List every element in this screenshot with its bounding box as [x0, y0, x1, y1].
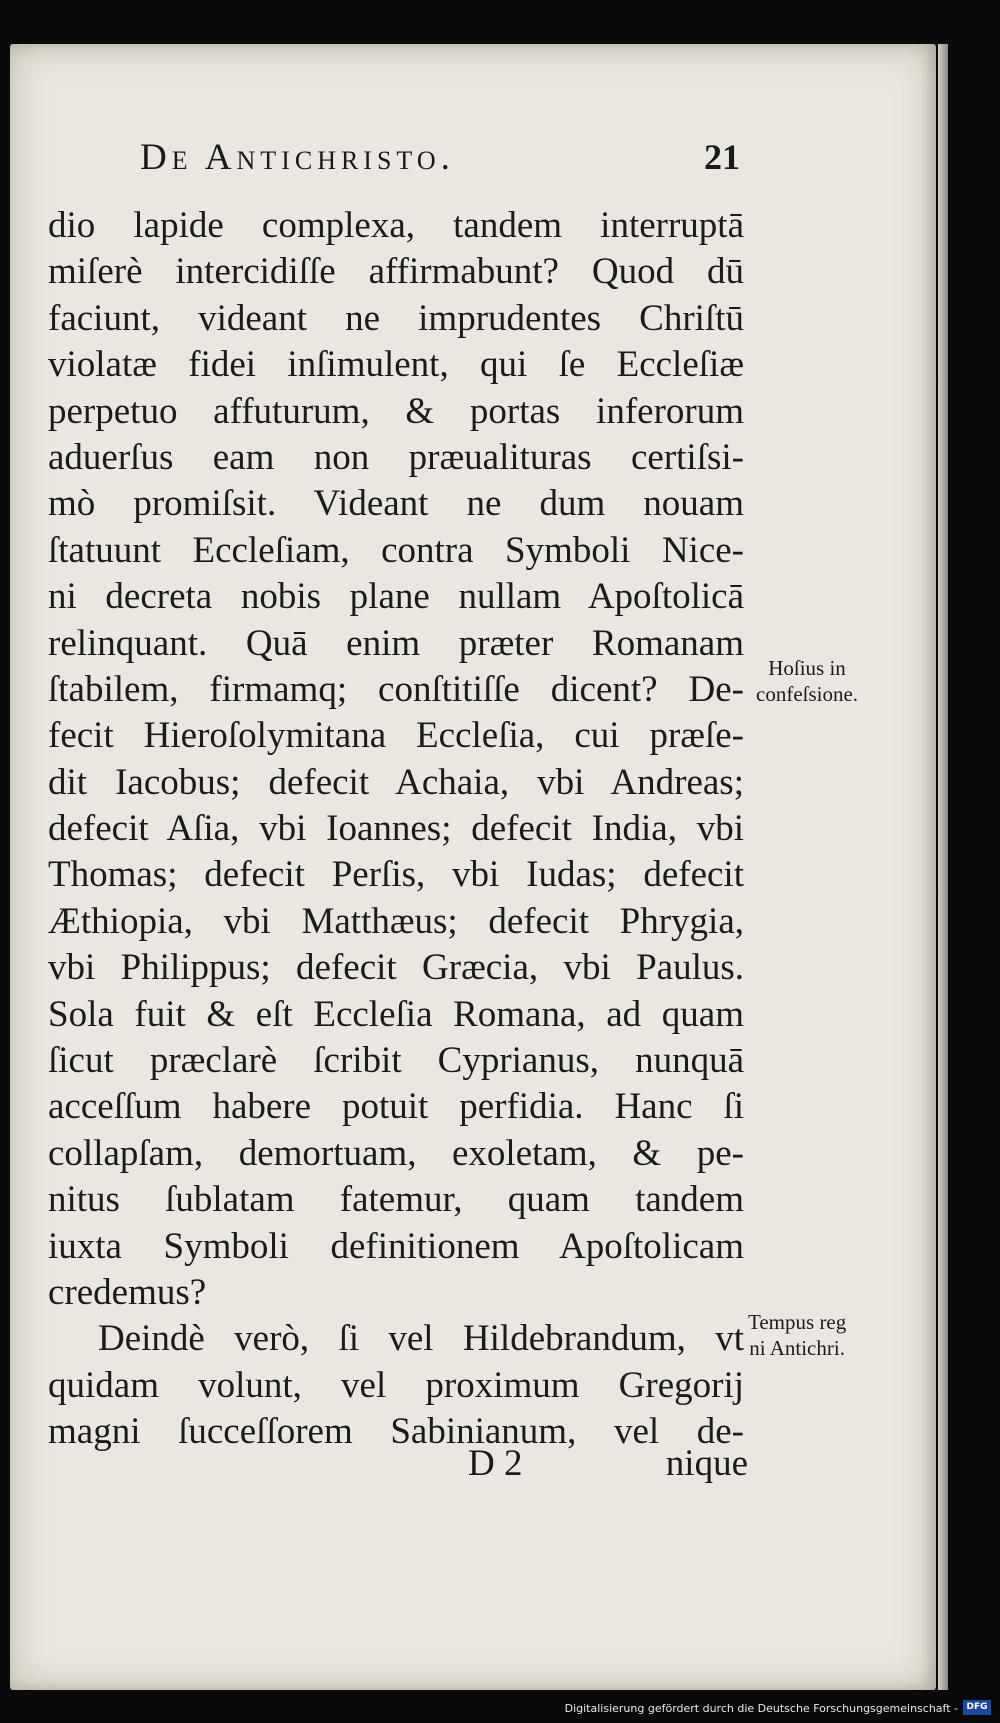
catchword: nique: [665, 1443, 748, 1484]
text-line: ſicut præclarè ſcribit Cyprianus, nunquā: [48, 1040, 744, 1082]
text-line: miſerè intercidiſſe affirmabunt? Quod dū: [48, 251, 744, 293]
text-line: ſtabilem, firmamq; conſtitiſſe dicent? De-: [48, 668, 744, 710]
page-header: [140, 136, 740, 196]
text-line: defecit Aſia, vbi Ioannes; defecit India, vbi: [48, 808, 744, 850]
text-line: collapſam, demortuam, exoletam, & pe-: [48, 1132, 744, 1174]
margin-note-tempus: [748, 1309, 846, 1361]
text-line: Thomas; defecit Perſis, vbi Iudas; defecit: [48, 854, 744, 896]
text-line: dit Iacobus; defecit Achaia, vbi Andreas;: [48, 761, 744, 803]
running-head: De Antichristo.: [140, 137, 455, 178]
text-line: iuxta Symboli definitionem Apoſtolicam: [48, 1225, 744, 1267]
text-line: Sola fuit & eſt Eccleſia Romana, ad quam: [48, 993, 744, 1035]
text-line: magni ſucceſſorem Sabinianum, vel de-: [48, 1411, 744, 1453]
text-line: aduerſus eam non præualituras certiſsi-: [48, 436, 744, 478]
text-line: Æthiopia, vbi Matthæus; defecit Phrygia,: [48, 900, 744, 942]
text-line: quidam volunt, vel proximum Gregorij: [48, 1364, 744, 1406]
text-line: relinquant. Quā enim præter Romanam: [48, 622, 744, 664]
margin-note-hosius: [756, 655, 858, 707]
body-text: [48, 203, 744, 1456]
text-line: credemus?: [48, 1271, 207, 1313]
text-line: faciunt, videant ne imprudentes Chriſtū: [48, 297, 744, 339]
page-footer: [468, 1442, 748, 1488]
text-line: dio lapide complexa, tandem interruptā: [48, 205, 744, 246]
text-line: acceſſum habere potuit perfidia. Hanc ſi: [48, 1086, 744, 1128]
dfg-logo-icon: DFG: [963, 1700, 991, 1715]
text-line: mò promiſsit. Videant ne dum nouam: [48, 483, 744, 525]
signature-mark: D 2: [468, 1443, 523, 1484]
page-number: 21: [704, 137, 740, 177]
text-line: Deindè verò, ſi vel Hildebrandum, vt: [98, 1318, 744, 1360]
digitization-credit: Digitalisierung gefördert durch die Deutsche Forschungsgemeinschaft -: [564, 1702, 958, 1715]
margin-note-line: confeſsione.: [756, 682, 859, 706]
text-line: vbi Philippus; defecit Græcia, vbi Paulus.: [48, 947, 744, 989]
text-line: ſtatuunt Eccleſiam, contra Symboli Nice-: [48, 529, 744, 571]
text-line: fecit Hieroſolymitana Eccleſia, cui præſe-: [48, 715, 744, 757]
text-line: violatæ fidei inſimulent, qui ſe Eccleſiæ: [48, 344, 744, 386]
page-edge: [938, 44, 948, 1690]
margin-note-line: Hoſius in: [768, 656, 846, 680]
margin-note-line: Tempus reg: [748, 1310, 847, 1334]
text-line: nitus ſublatam fatemur, quam tandem: [48, 1179, 744, 1221]
margin-note-line: ni Antichri.: [749, 1336, 845, 1360]
text-line: perpetuo affuturum, & portas inferorum: [48, 390, 744, 432]
text-line: ni decreta nobis plane nullam Apoſtolicā: [48, 576, 744, 618]
